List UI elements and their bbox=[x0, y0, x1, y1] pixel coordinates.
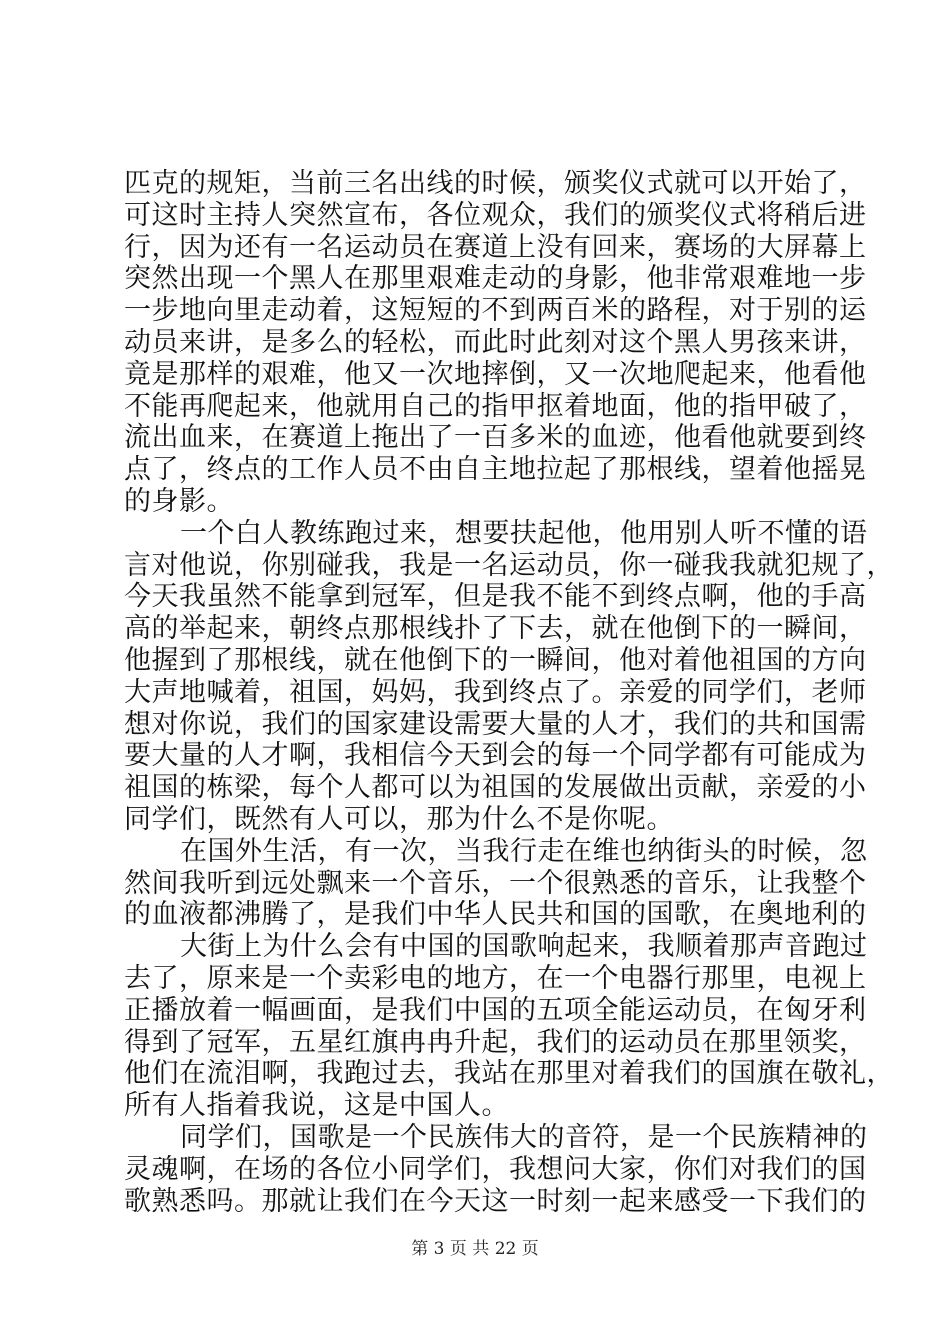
text-line: 言对他说，你别碰我，我是一名运动员，你一碰我我就犯规了， bbox=[124, 549, 894, 581]
page-footer bbox=[0, 1238, 950, 1260]
text-line: 一个白人教练跑过来，想要扶起他，他用别人听不懂的语 bbox=[180, 517, 868, 549]
text-line: 想对你说，我们的国家建设需要大量的人才，我们的共和国需 bbox=[124, 708, 867, 740]
text-line: 突然出现一个黑人在那里艰难走动的身影，他非常艰难地一步 bbox=[124, 263, 867, 295]
text-line: 匹克的规矩，当前三名出线的时候，颁奖仪式就可以开始了， bbox=[124, 168, 867, 199]
text-line: 要大量的人才啊，我相信今天到会的每一个同学都有可能成为 bbox=[124, 740, 867, 772]
paragraph bbox=[124, 931, 894, 1122]
text-line: 流出血来，在赛道上拖出了一百多米的血迹，他看他就要到终 bbox=[124, 422, 867, 454]
page-number-label: 第 3 页 共 22 页 bbox=[411, 1239, 539, 1259]
text-line: 行，因为还有一名运动员在赛道上没有回来，赛场的大屏幕上 bbox=[124, 231, 867, 263]
text-line: 去了，原来是一个卖彩电的地方，在一个电器行那里，电视上 bbox=[124, 962, 867, 994]
text-line: 同学们，国歌是一个民族伟大的音符，是一个民族精神的 bbox=[180, 1121, 868, 1153]
text-line: 在国外生活，有一次，当我行走在维也纳街头的时候，忽 bbox=[180, 835, 868, 867]
text-line: 他们在流泪啊，我跑过去，我站在那里对着我们的国旗在敬礼， bbox=[124, 1058, 894, 1090]
text-line: 的血液都沸腾了，是我们中华人民共和国的国歌，在奥地利的 bbox=[124, 899, 867, 931]
text-line: 得到了冠军，五星红旗冉冉升起，我们的运动员在那里领奖， bbox=[124, 1026, 867, 1058]
text-line: 竟是那样的艰难，他又一次地摔倒，又一次地爬起来，他看他 bbox=[124, 358, 867, 390]
text-line: 祖国的栋梁，每个人都可以为祖国的发展做出贡献，亲爱的小 bbox=[124, 772, 867, 804]
text-line: 灵魂啊，在场的各位小同学们，我想问大家，你们对我们的国 bbox=[124, 1153, 867, 1185]
text-line: 他握到了那根线，就在他倒下的一瞬间，他对着他祖国的方向 bbox=[124, 644, 867, 676]
document-body bbox=[124, 168, 894, 1217]
text-line: 同学们，既然有人可以，那为什么不是你呢。 bbox=[124, 803, 674, 835]
text-line: 正播放着一幅画面，是我们中国的五项全能运动员，在匈牙利 bbox=[124, 994, 867, 1026]
paragraph bbox=[124, 517, 894, 836]
text-line: 高的举起来，朝终点那根线扑了下去，就在他倒下的一瞬间， bbox=[124, 613, 867, 645]
text-line: 所有人指着我说，这是中国人。 bbox=[124, 1090, 509, 1122]
text-line: 的身影。 bbox=[124, 485, 234, 517]
text-line: 一步地向里走动着，这短短的不到两百米的路程，对于别的运 bbox=[124, 295, 867, 327]
text-line: 然间我听到远处飘来一个音乐，一个很熟悉的音乐，让我整个 bbox=[124, 867, 867, 899]
text-line: 不能再爬起来，他就用自己的指甲抠着地面，他的指甲破了， bbox=[124, 390, 867, 422]
text-line: 大声地喊着，祖国，妈妈，我到终点了。亲爱的同学们，老师 bbox=[124, 676, 867, 708]
text-line: 今天我虽然不能拿到冠军，但是我不能不到终点啊，他的手高 bbox=[124, 581, 867, 613]
text-line: 大街上为什么会有中国的国歌响起来，我顺着那声音跑过 bbox=[180, 931, 868, 963]
text-line: 动员来讲，是多么的轻松，而此时此刻对这个黑人男孩来讲， bbox=[124, 326, 867, 358]
text-line: 点了，终点的工作人员不由自主地拉起了那根线，望着他摇晃 bbox=[124, 454, 867, 486]
paragraph bbox=[124, 168, 867, 518]
paragraph bbox=[124, 1121, 868, 1217]
text-line: 歌熟悉吗。那就让我们在今天这一时刻一起来感受一下我们的 bbox=[124, 1185, 867, 1217]
paragraph bbox=[124, 835, 868, 931]
text-line: 可这时主持人突然宣布，各位观众，我们的颁奖仪式将稍后进 bbox=[124, 199, 867, 231]
